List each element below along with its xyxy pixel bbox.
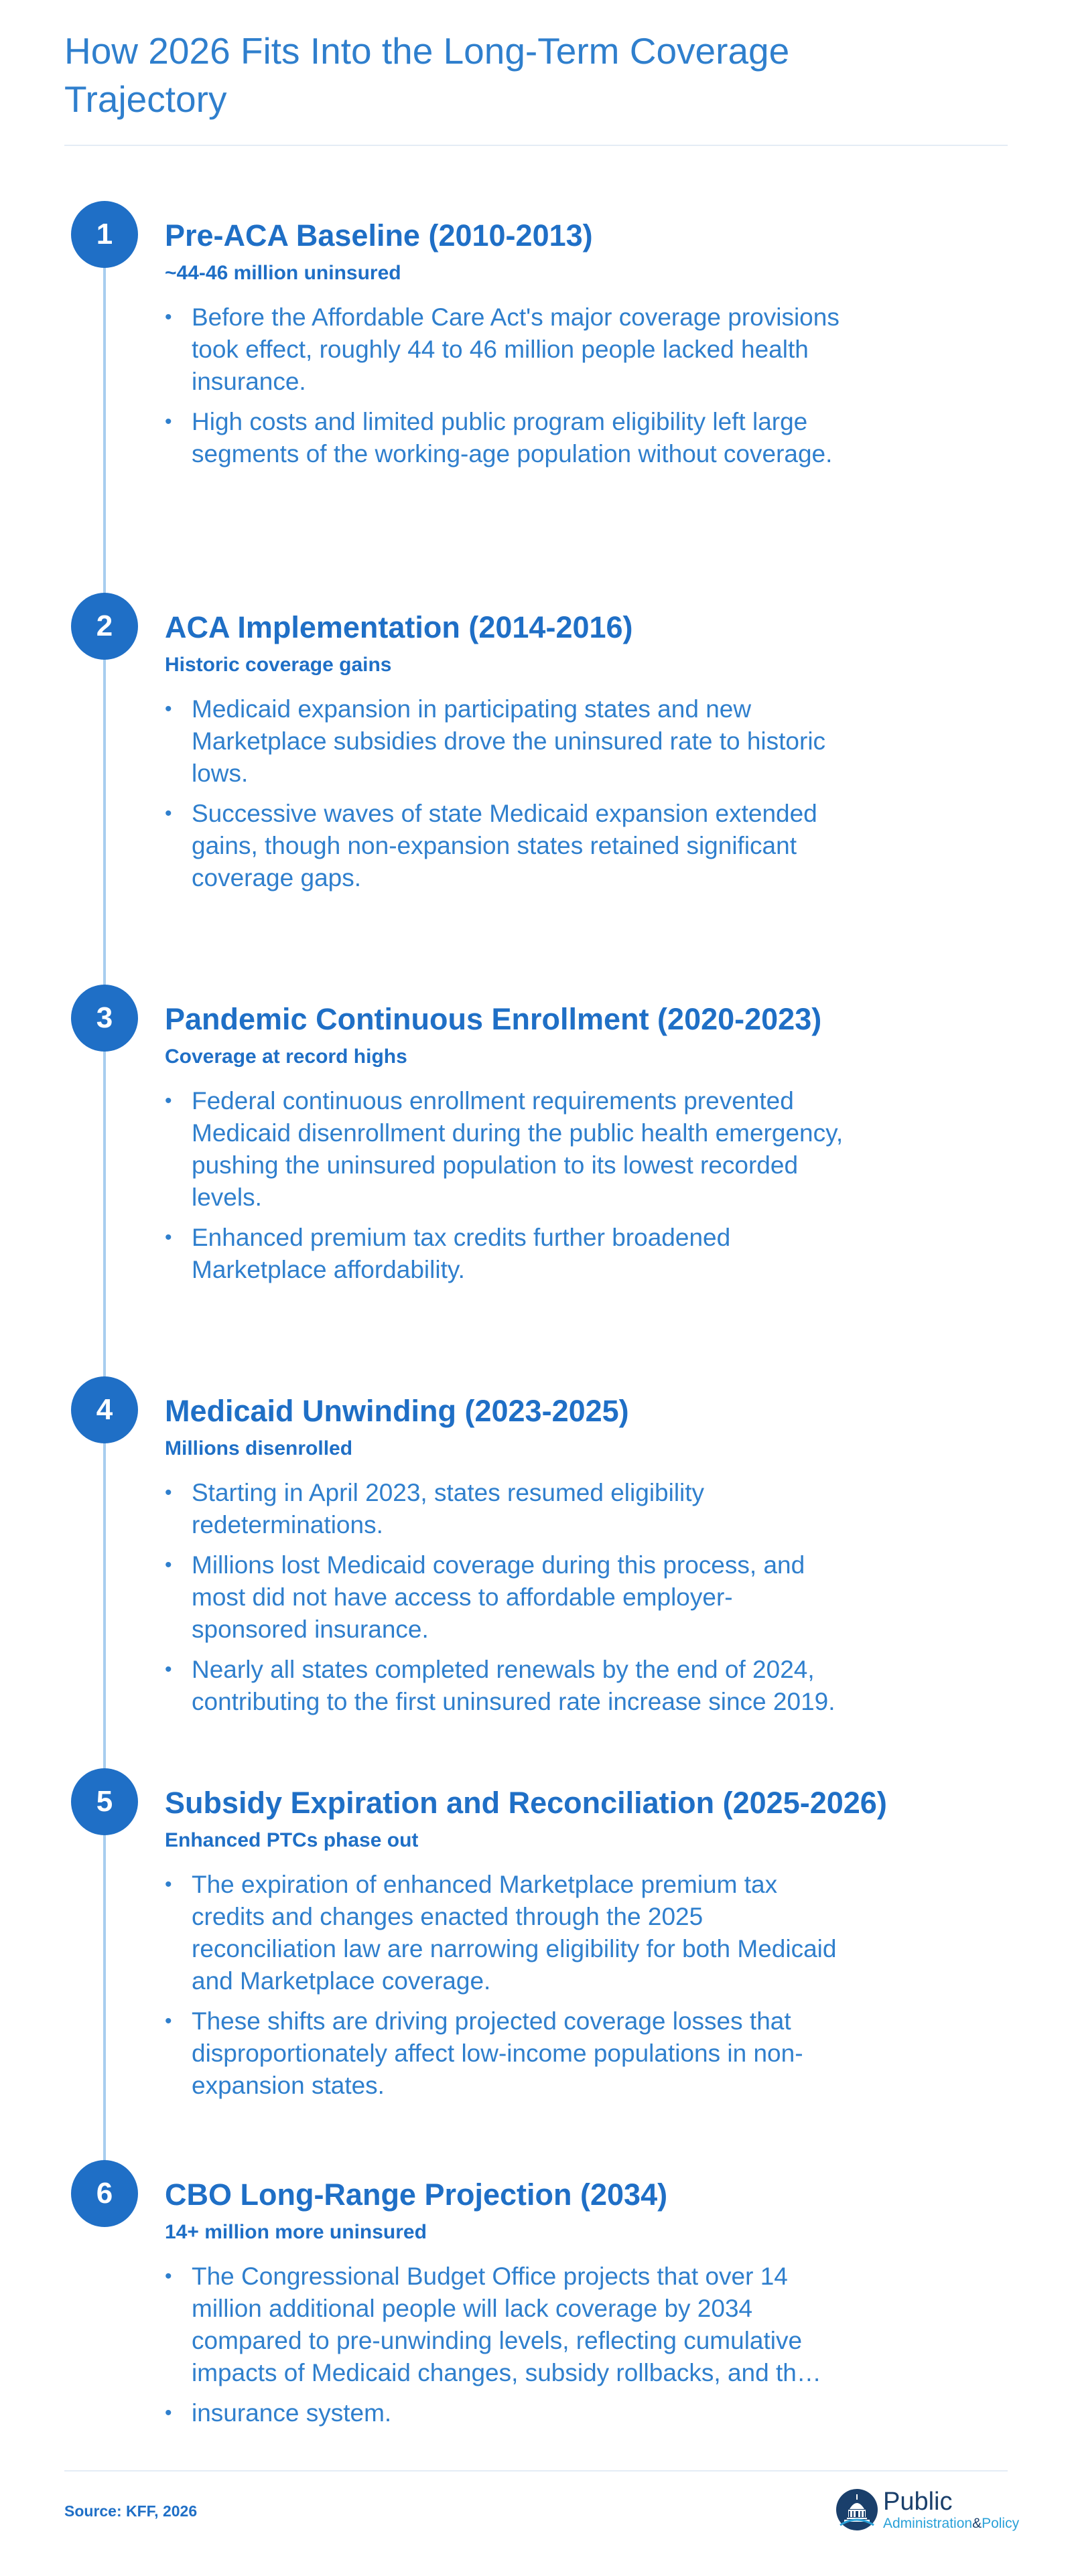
step-title: Pandemic Continuous Enrollment (2020-2023) [165,1002,822,1036]
page-title: How 2026 Fits Into the Long-Term Coverage Trajectory [64,30,790,120]
step-bullet-list [165,693,848,902]
step-subtitle: Coverage at record highs [165,1046,407,1068]
step-bullet [165,406,848,470]
source-note: Source: KFF, 2026 [64,2502,198,2520]
step-number-badge: 2 [71,593,138,660]
step-bullet [165,2397,848,2429]
step-number-badge: 4 [71,1376,138,1443]
step-title: Subsidy Expiration and Reconciliation (2025-2026) [165,1786,887,1820]
timeline-line [103,234,106,2187]
capitol-dome-icon [835,2488,879,2532]
step-number-badge: 1 [71,201,138,268]
footer-divider [64,2470,1008,2472]
step-bullet [165,1654,848,1718]
step-bullet-text: Millions lost Medicaid coverage during this process, and most did not have access to affordable employer-sponsored insurance. [192,1551,805,1643]
step-bullet [165,1549,848,1646]
header-divider [64,145,1008,146]
step-bullet [165,301,848,398]
bullet-dot-icon: • [165,698,172,720]
step-bullet-text: High costs and limited public program eligibility left large segments of the working-age population without coverage. [192,408,833,468]
step-bullet [165,1222,848,1286]
step-title: ACA Implementation (2014-2016) [165,610,633,644]
bullet-dot-icon: • [165,2402,172,2424]
bullet-dot-icon: • [165,306,172,328]
step-bullet-text: Enhanced premium tax credits further broadened Marketplace affordability. [192,1224,731,1283]
step-title: CBO Long-Range Projection (2034) [165,2177,668,2212]
step-bullet [165,1085,848,1214]
step-bullet [165,2005,848,2102]
step-title: Pre-ACA Baseline (2010-2013) [165,218,593,253]
step-bullet-text: Starting in April 2023, states resumed eligibility redeterminations. [192,1479,705,1539]
bullet-dot-icon: • [165,1090,172,1112]
step-number-badge: 3 [71,985,138,1052]
step-bullet-list [165,301,848,478]
step-bullet-text: insurance system. [192,2399,392,2427]
step-subtitle: Enhanced PTCs phase out [165,1829,419,1851]
step-bullet-text: Before the Affordable Care Act's major coverage provisions took effect, roughly 44 to 46 million people lacked health insurance. [192,303,840,395]
step-bullet-text: The expiration of enhanced Marketplace premium tax credits and changes enacted through the 2025 reconciliation law are narrowing eligibility for both Medicaid and Marketplace coverage. [192,1871,837,1995]
step-title: Medicaid Unwinding (2023-2025) [165,1394,629,1428]
step-bullet-list [165,2261,848,2437]
publisher-logo [835,2488,1020,2536]
step-bullet-text: Successive waves of state Medicaid expansion extended gains, though non-expansion states retained significant coverage gaps. [192,800,817,891]
bullet-dot-icon: • [165,1873,172,1895]
step-bullet-list [165,1869,848,2110]
step-bullet [165,1477,848,1541]
step-bullet-text: Nearly all states completed renewals by the end of 2024, contributing to the first uninsured rate increase since 2019. [192,1656,835,1715]
step-subtitle: 14+ million more uninsured [165,2221,427,2243]
bullet-dot-icon: • [165,802,172,825]
step-number-badge: 5 [71,1768,138,1835]
step-bullet [165,1869,848,1997]
step-number-badge: 6 [71,2160,138,2227]
bullet-dot-icon: • [165,1554,172,1576]
step-subtitle: Millions disenrolled [165,1437,353,1459]
bullet-dot-icon: • [165,1482,172,1504]
bullet-dot-icon: • [165,1658,172,1680]
logo-wordmark-public: Public [883,2488,953,2516]
step-bullet [165,693,848,790]
step-bullet-text: Medicaid expansion in participating states and new Marketplace subsidies drove the uninsured rate to historic lows. [192,695,826,787]
step-bullet-text: The Congressional Budget Office projects that over 14 million additional people will lack coverage by 2034 compared to pre-unwinding levels, reflecting cumulative impacts of Medicaid changes, subsidy rollbacks, and th… [192,2263,821,2386]
logo-wordmark-subtitle: Administration&Policy [883,2516,1020,2531]
step-bullet [165,2261,848,2389]
step-subtitle: ~44-46 million uninsured [165,262,401,284]
step-bullet-text: Federal continuous enrollment requirements prevented Medicaid disenrollment during the public health emergency, pushing the uninsured population to its lowest recorded levels. [192,1087,844,1211]
step-bullet-list [165,1477,848,1726]
step-bullet-text: These shifts are driving projected coverage losses that disproportionately affect low-income populations in non-expansion states. [192,2007,803,2099]
step-subtitle: Historic coverage gains [165,654,392,676]
step-bullet-list [165,1085,848,1294]
bullet-dot-icon: • [165,2010,172,2032]
bullet-dot-icon: • [165,1226,172,1248]
step-bullet [165,798,848,894]
bullet-dot-icon: • [165,411,172,433]
bullet-dot-icon: • [165,2265,172,2287]
